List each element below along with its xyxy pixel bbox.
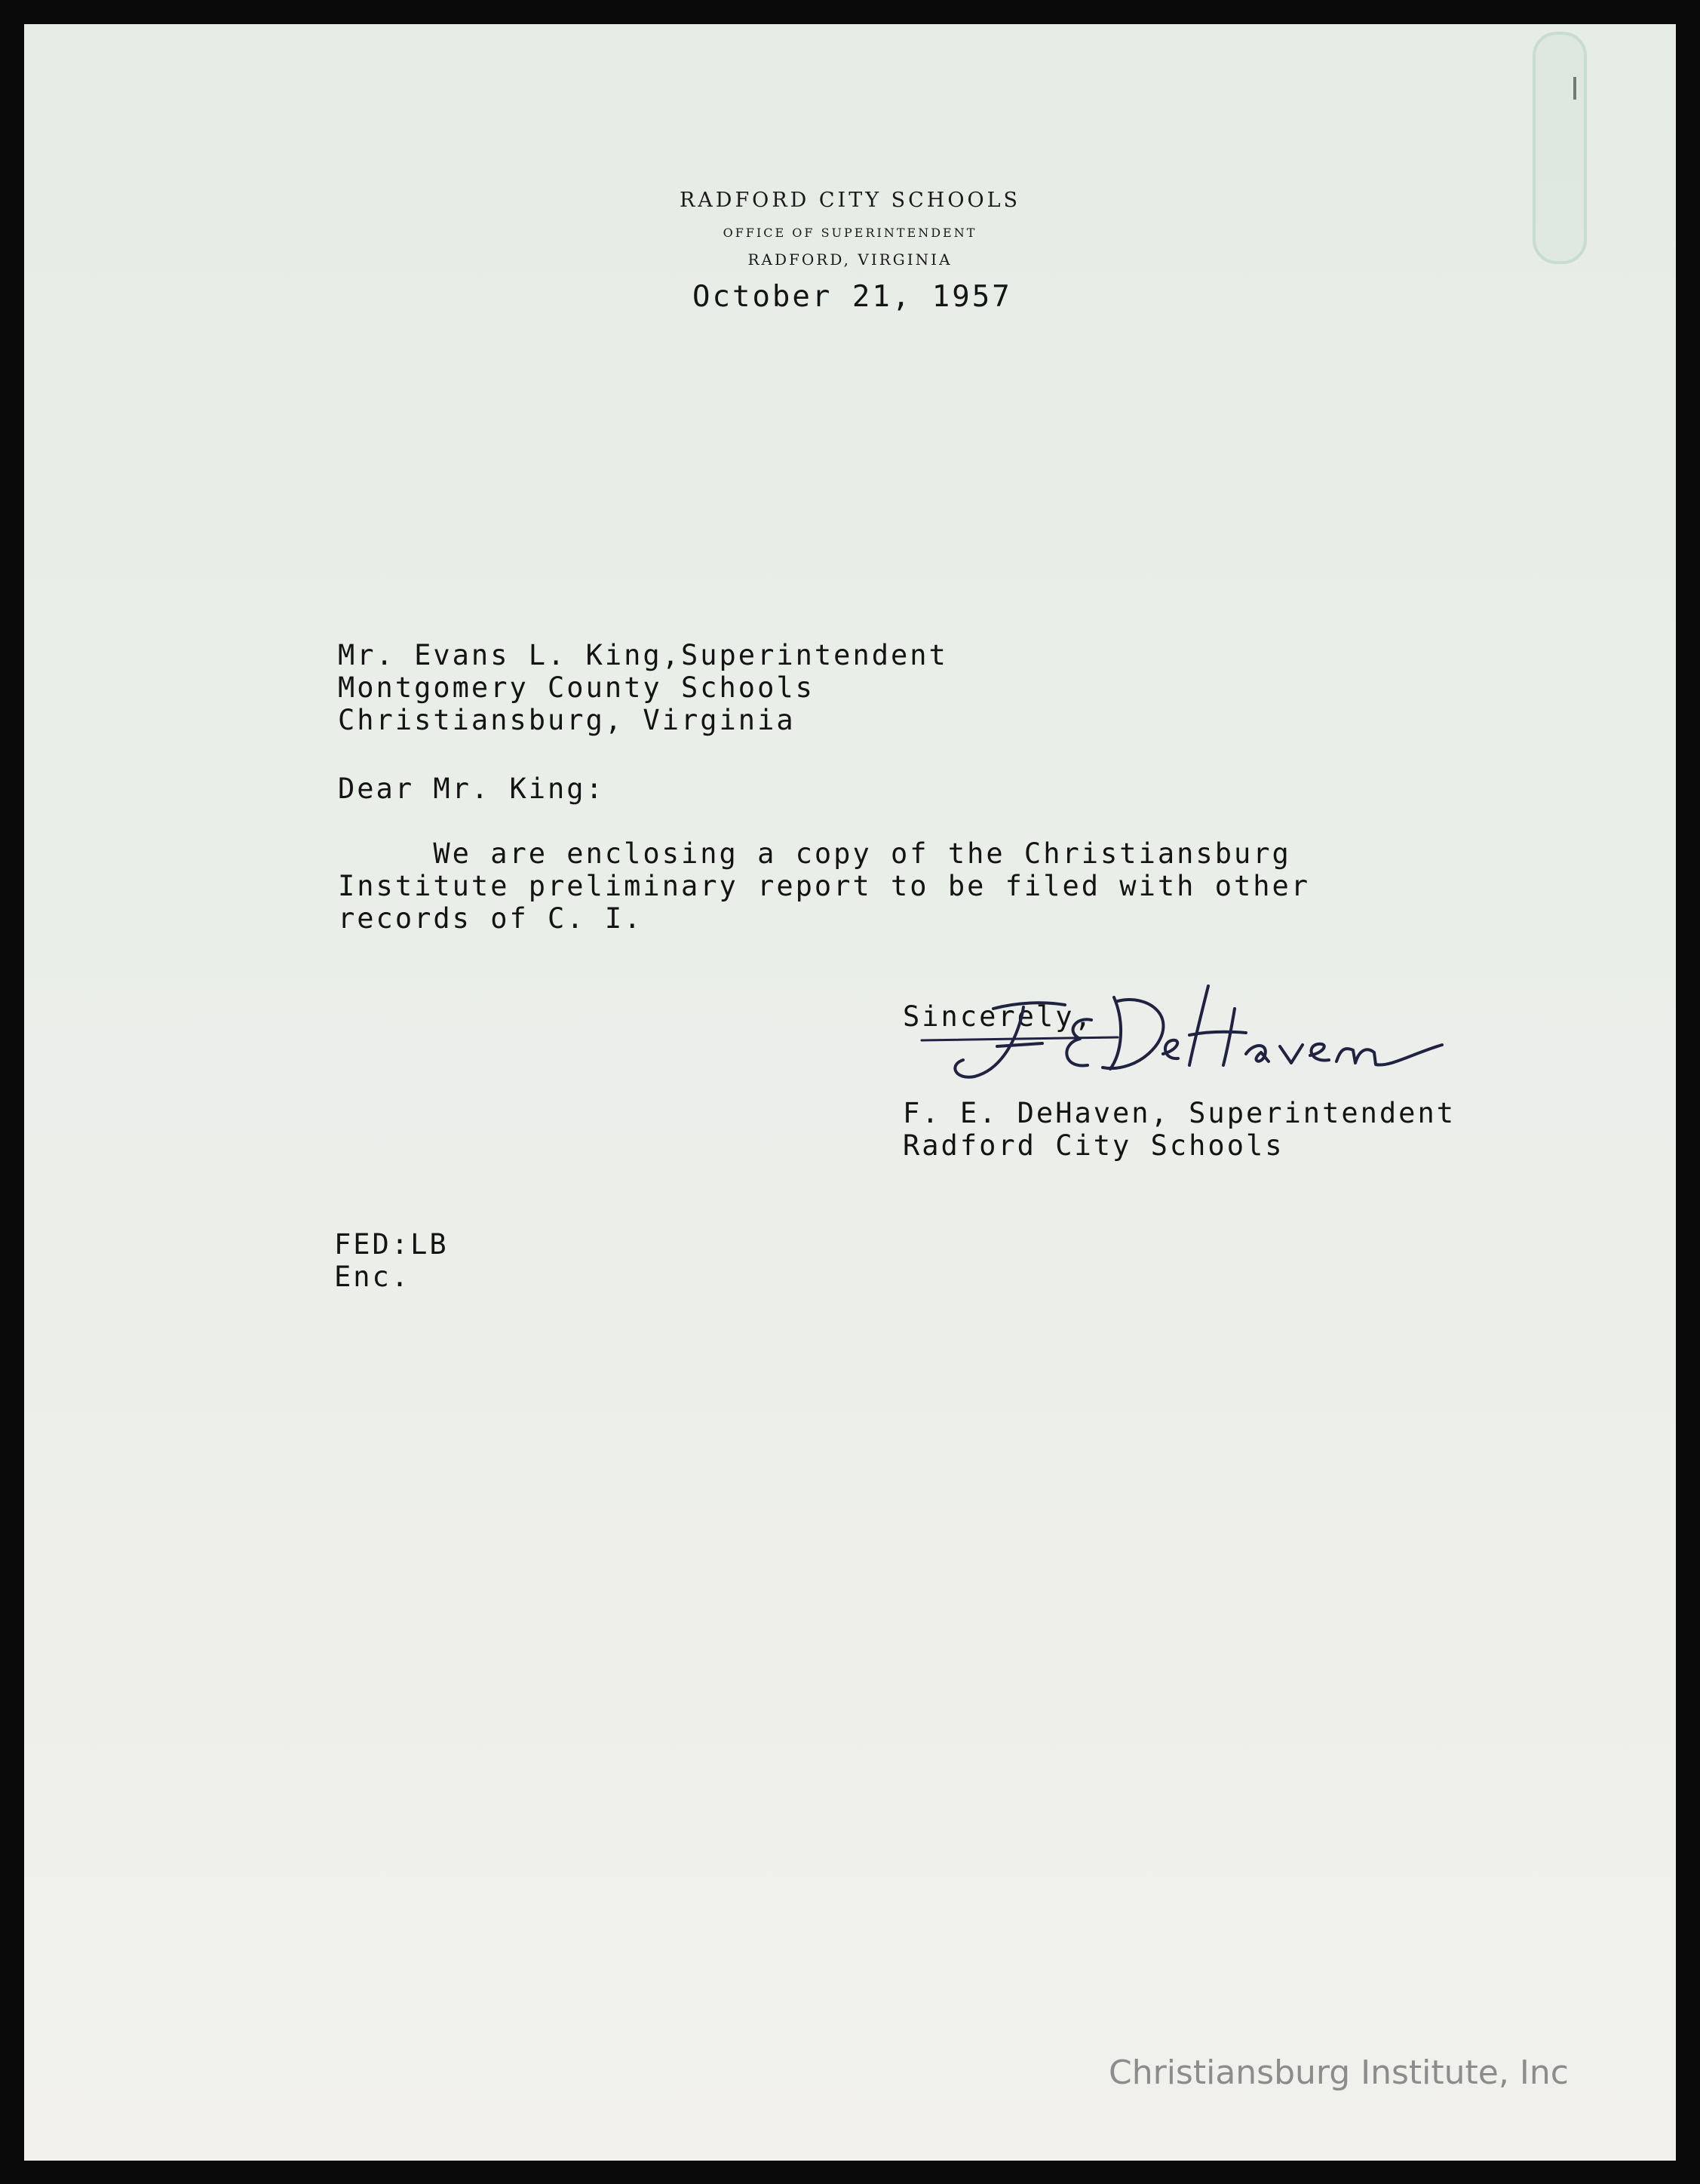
letterhead-location: RADFORD, VIRGINIA [747, 250, 953, 269]
body-line-3: records of C. I. [338, 902, 643, 935]
letter-page [24, 24, 1676, 2161]
letter-date: October 21, 1957 [692, 280, 1012, 314]
paperclip-tick [1573, 77, 1576, 100]
body-line-2: Institute preliminary report to be filed with other [338, 870, 1311, 902]
archive-watermark: Christiansburg Institute, Inc [1109, 2053, 1569, 2092]
closing: Sincerely, [903, 1000, 1094, 1033]
signature-title: Radford City Schools [903, 1129, 1284, 1162]
body-line-1: We are enclosing a copy of the Christiansburg [338, 837, 1291, 870]
enclosure-note: Enc. [334, 1261, 411, 1293]
handwritten-signature [891, 971, 1465, 1107]
reference-initials: FED:LB [334, 1228, 449, 1261]
recipient-line-1: Mr. Evans L. King,Superintendent [338, 639, 948, 671]
letterhead-office: OFFICE OF SUPERINTENDENT [723, 226, 977, 240]
recipient-line-3: Christiansburg, Virginia [338, 704, 796, 736]
recipient-address [338, 639, 948, 736]
signature-name: F. E. DeHaven, Superintendent [903, 1097, 1456, 1129]
letter-body [338, 837, 1310, 935]
salutation: Dear Mr. King: [338, 773, 605, 805]
letterhead-organization: RADFORD CITY SCHOOLS [679, 189, 1021, 212]
recipient-line-2: Montgomery County Schools [338, 671, 815, 704]
